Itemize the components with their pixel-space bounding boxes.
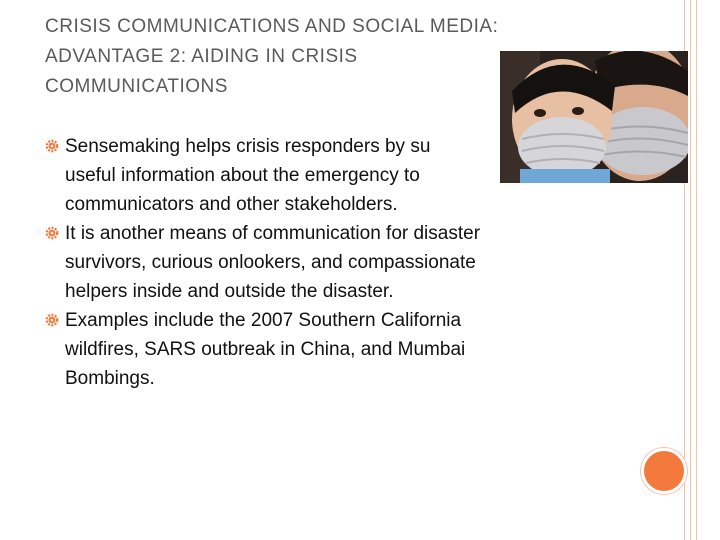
gear-icon bbox=[45, 313, 59, 327]
bullet-item bbox=[45, 132, 605, 219]
bullet-line: It is another means of communication for disaster bbox=[65, 223, 481, 244]
bullet-item bbox=[45, 219, 605, 306]
bullet-list bbox=[45, 132, 605, 393]
slide-title bbox=[45, 12, 565, 102]
slide-title-line: CRISIS COMMUNICATIONS AND SOCIAL MEDIA: bbox=[45, 16, 499, 37]
bullet-line: communicators and other stakeholders. bbox=[65, 194, 398, 215]
decorative-orange-circle bbox=[641, 448, 687, 494]
gear-icon bbox=[45, 139, 59, 153]
bullet-item bbox=[45, 306, 605, 393]
frame-line-2 bbox=[690, 0, 691, 540]
bullet-line: helpers inside and outside the disaster. bbox=[65, 281, 394, 302]
gear-icon bbox=[45, 226, 59, 240]
bullet-line: useful information about the emergency to bbox=[65, 165, 420, 186]
slide-title-line: COMMUNICATIONS bbox=[45, 76, 228, 97]
frame-line-3 bbox=[696, 0, 697, 540]
bullet-line: Examples include the 2007 Southern California bbox=[65, 310, 462, 331]
bullet-line: survivors, curious onlookers, and compassionate bbox=[65, 252, 476, 273]
bullet-line: Sensemaking helps crisis responders by su bbox=[65, 136, 431, 157]
slide-title-line: ADVANTAGE 2: AIDING IN CRISIS bbox=[45, 46, 358, 67]
bullet-line: Bombings. bbox=[65, 368, 155, 389]
bullet-line: wildfires, SARS outbreak in China, and Mumbai bbox=[65, 339, 466, 360]
